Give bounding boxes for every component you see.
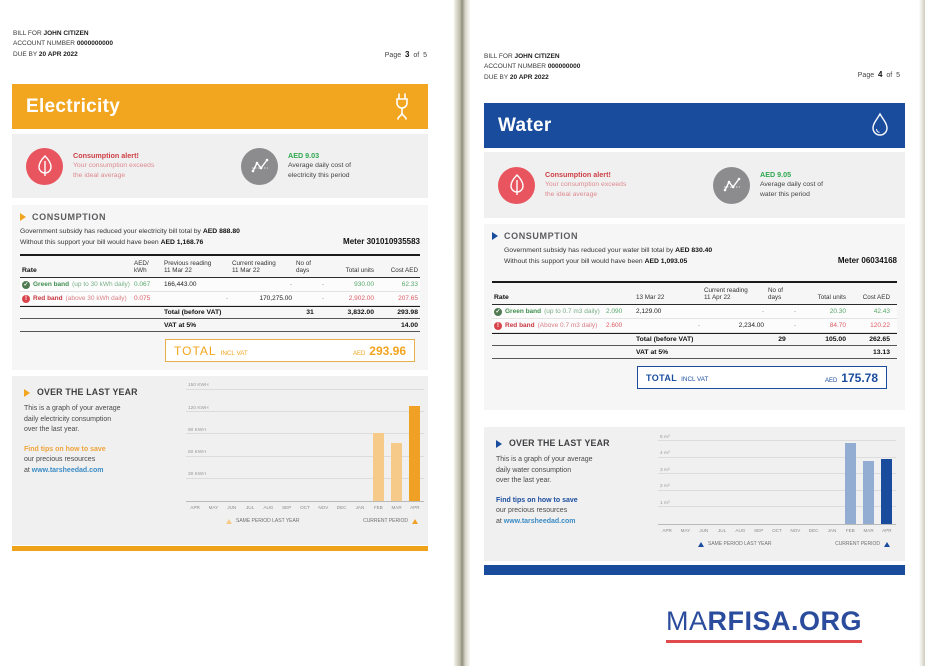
total-before-vat-row: Total (before VAT) 31 3,832.00 293.98 [20,306,420,319]
account-number-line: ACCOUNT NUMBER 0000000000 [13,40,113,48]
chart-gridline [658,506,896,507]
consumption-alert-text [545,170,655,200]
chart-gridline [186,456,424,457]
electricity-consumption-section [12,205,428,370]
chart-axis-label: 4 m³ [660,451,670,457]
chart-gridline [658,490,896,491]
chart-axis-label: 150 KWH [188,383,209,389]
chart-gridline [186,478,424,479]
last-year-triangle-icon [698,542,704,547]
marfisa-logo[interactable]: MARFISA.ORG [666,606,862,643]
month-label: MAY [208,505,219,510]
electricity-bill-page [0,0,455,666]
alert-line2: the ideal average [545,191,598,199]
graph-icon [241,148,278,185]
chart-bar-mar [391,443,402,501]
meter-number: Meter 301010935583 [343,236,420,246]
chart-gridline [186,433,424,434]
month-label: NOV [318,505,329,510]
chart-axis-label: 90 KWH [188,427,206,433]
daily-cost-line2: electricity this period [288,172,350,180]
section-arrow-icon [20,213,26,221]
page-number: Page 4 of 5 [857,70,900,79]
month-label: JUL [718,528,727,533]
bill-for-line: BILL FOR JOHN CITIZEN [484,53,560,60]
water-alert-panel [484,152,905,218]
chart-gridline [186,389,424,390]
water-chart [658,433,896,547]
month-label: MAR [863,528,874,533]
chart-axis-label: 3 m³ [660,467,670,473]
chart-gridline [658,473,896,474]
chart-axis-label: 5 m³ [660,434,670,440]
water-bill-page [470,0,918,666]
water-consumption-table [492,281,897,359]
exclamation-icon: ! [494,322,502,330]
month-label: SEP [754,528,764,533]
chart-axis-label: 60 KWH [188,450,206,456]
daily-cost-amount: AED 9.05 [760,169,792,179]
current-period-triangle-icon [884,542,890,547]
water-chart-months [658,528,896,533]
water-chart-plot [658,433,896,525]
water-chart-legend: SAME PERIOD LAST YEAR CURRENT PERIOD [658,541,896,547]
water-title: Water [498,114,552,136]
month-label: JAN [827,528,837,533]
page-right-edge [919,0,925,666]
check-icon: ✓ [23,282,29,289]
green-band-row: ✓ Green band (up to 30 kWh daily) 0.067 166,443.00 - - 930.00 62.33 [20,278,420,292]
leaf-icon [26,148,63,185]
month-label: AUG [735,528,746,533]
page-divider [454,0,470,666]
tarsheedad-link[interactable]: www.tarsheedad.com [503,517,576,525]
month-label: AUG [263,505,274,510]
water-consumption-section [484,224,905,410]
red-band-row: ! Red band (Above 0.7 m3 daily) 2.600 - 2,234.00 - 84.70 120.22 [492,319,897,333]
exclamation-icon: ! [22,295,30,303]
month-label: MAY [680,528,691,533]
account-number-line: ACCOUNT NUMBER 000000000 [484,63,581,71]
chart-bar-feb [373,433,384,501]
section-arrow-icon [496,440,502,448]
chart-gridline [658,440,896,441]
electricity-banner [12,84,428,129]
electricity-chart-plot [186,384,424,502]
section-arrow-icon [24,389,30,397]
bill-for-line: BILL FOR JOHN CITIZEN [13,30,89,37]
red-band-row: ! Red band (above 30 kWh daily) 0.075 - 170,275.00 - 2,902.00 207.65 [20,292,420,306]
water-lastyear-section [484,427,905,561]
alert-title: Consumption alert! [73,150,139,160]
daily-cost-amount: AED 9.03 [288,150,320,160]
chart-gridline [658,457,896,458]
electricity-footer-strip [12,546,428,551]
water-footer-strip [484,565,905,575]
page-number: Page 3 of 5 [384,50,427,59]
consumption-heading: CONSUMPTION [492,231,897,241]
month-label: JUN [699,528,709,533]
daily-cost-line1: Average daily cost of [288,162,351,170]
month-label: APR [882,528,892,533]
plug-icon [390,92,414,122]
vat-row: VAT at 5% 13.13 [492,346,897,359]
month-label: APR [662,528,672,533]
tarsheedad-link[interactable]: www.tarsheedad.com [31,466,104,474]
electricity-alert-panel [12,134,428,198]
alert-title: Consumption alert! [545,169,611,179]
month-label: APR [410,505,420,510]
chart-bar-apr [409,406,420,501]
month-label: OCT [300,505,310,510]
chart-gridline [186,411,424,412]
graph-icon [713,167,750,204]
chart-axis-label: 120 KWH [188,405,209,411]
last-year-triangle-icon [226,519,232,524]
chart-bar-feb [845,443,856,524]
daily-cost-line2: water this period [760,191,810,199]
month-label: SEP [282,505,292,510]
month-label: JUN [227,505,237,510]
electricity-consumption-table [20,254,420,332]
lastyear-text: OVER THE LAST YEAR This is a graph of your average daily water consumption over the last year. Find tips on how to save our precious resources at www.tarsheedad.com [496,438,610,525]
water-total-box: TOTAL INCL VAT AED 175.78 [637,366,887,389]
month-label: FEB [373,505,383,510]
alert-line1: Your consumption exceeds [73,162,155,170]
month-label: FEB [845,528,855,533]
electricity-total-box: TOTAL INCL VAT AED 293.96 [165,339,415,362]
month-label: MAR [391,505,402,510]
leaf-icon [498,167,535,204]
vat-row: VAT at 5% 14.00 [20,319,420,332]
month-label: DEC [808,528,819,533]
subsidy-text: Government subsidy has reduced your water bill total by AED 830.40 Without this support your bill would have been AED 1,093.05 Meter 06034168 [492,246,897,267]
electricity-chart-months [186,505,424,510]
consumption-alert-text [73,151,183,181]
table-header-row: Rate AED/ kWh Previous reading 11 Mar 22 Current reading 11 Mar 22 No of days Total units Cost AED [20,254,420,278]
daily-cost-text [288,151,351,181]
due-by-line: DUE BY 20 APR 2022 [13,50,78,58]
electricity-chart [186,384,424,524]
month-label: JUL [246,505,255,510]
chart-axis-label: 2 m³ [660,484,670,490]
section-arrow-icon [492,232,498,240]
total-before-vat-row: Total (before VAT) 29 105.00 262.65 [492,333,897,346]
electricity-chart-legend: SAME PERIOD LAST YEAR CURRENT PERIOD [186,518,424,524]
lastyear-text: OVER THE LAST YEAR This is a graph of your average daily electricity consumption over the last year. Find tips on how to save our precious resources at www.tarsheedad.com [24,387,138,474]
electricity-title: Electricity [26,95,121,117]
water-drop-icon [869,112,891,140]
subsidy-text: Government subsidy has reduced your electricity bill total by AED 888.80 Without this support your bill would have been AED 1,168.76 Meter 301010935583 [20,227,420,248]
daily-cost-line1: Average daily cost of [760,181,823,189]
electricity-lastyear-section [12,376,428,545]
table-header-row: Rate 13 Mar 22 Current reading 11 Apr 22 No of days Total units Cost AED [492,281,897,305]
electricity-bill-header [13,29,113,60]
water-bill-header [484,52,580,83]
chart-axis-label: 1 m³ [660,500,670,506]
month-label: NOV [790,528,801,533]
consumption-heading: CONSUMPTION [20,212,420,222]
chart-bar-apr [881,459,892,524]
alert-line2: the ideal average [73,172,126,180]
month-label: DEC [336,505,347,510]
month-label: OCT [772,528,782,533]
water-banner [484,103,905,148]
chart-bar-mar [863,461,874,524]
month-label: APR [190,505,200,510]
alert-line1: Your consumption exceeds [545,181,627,189]
current-period-triangle-icon [412,519,418,524]
daily-cost-text [760,170,823,200]
green-band-row: ✓ Green band (up to 0.7 m3 daily) 2.090 2,129.00 - - 20.30 42.43 [492,305,897,319]
month-label: JAN [355,505,365,510]
check-icon: ✓ [495,309,501,316]
due-by-line: DUE BY 20 APR 2022 [484,73,549,81]
meter-number: Meter 06034168 [837,255,897,265]
chart-axis-label: 30 KWH [188,472,206,478]
